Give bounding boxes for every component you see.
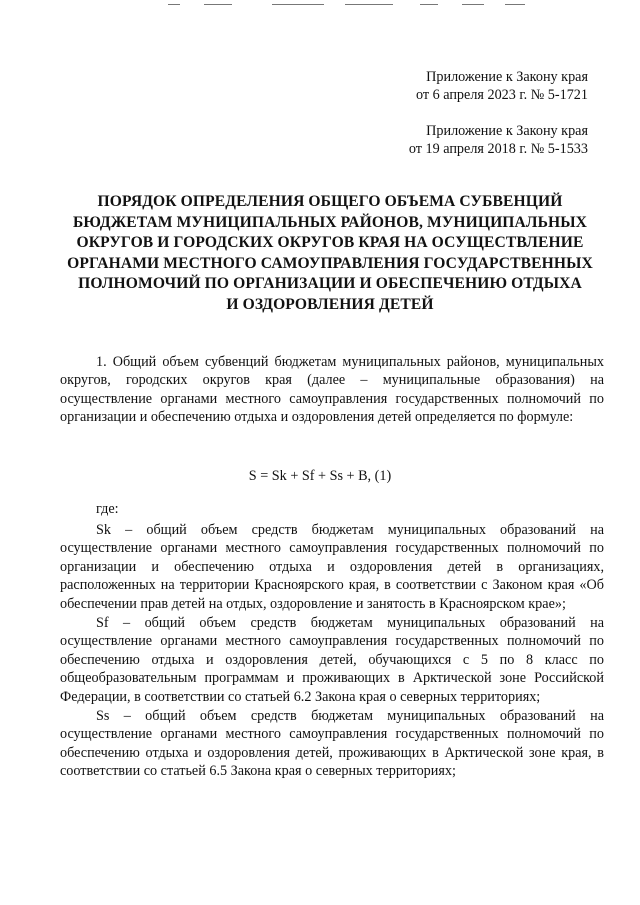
definitions-block [60, 521, 604, 782]
title-line: ПОРЯДОК ОПРЕДЕЛЕНИЯ ОБЩЕГО ОБЪЕМА СУБВЕНЦИЙ [97, 193, 563, 210]
paragraph-1: 1. Общий объем субвенций бюджетам муниципальных районов, муниципальных округов, городских округов края (далее – муниципальные образования) на осуществление органами местного самоуправления государственных полномочий по организации и обеспечению отдыха и оздоровления детей определяется по формуле: [60, 354, 604, 426]
title-line: И ОЗДОРОВЛЕНИЯ ДЕТЕЙ [226, 295, 434, 313]
definition-sk: Sk – общий объем средств бюджетам муниципальных образований на осуществление органами местного самоуправления государственных полномочий по организации и обеспечению отдыха и оздоровления детей в организациях, расположенных на территории Красноярского края, в соответствии с Законом края «Об обеспечении прав детей на отдых, оздоровление и занятость в Красноярском крае»; [60, 522, 604, 612]
scan-mark [420, 4, 438, 5]
scan-mark [272, 4, 324, 5]
appendix-original [409, 122, 588, 158]
title-line: БЮДЖЕТАМ МУНИЦИПАЛЬНЫХ РАЙОНОВ, МУНИЦИПАЛЬНЫХ [72, 213, 588, 231]
definition-sf: Sf – общий объем средств бюджетам муниципальных образований на осуществление органами местного самоуправления государственных полномочий по обеспечению отдыха и оздоровления детей, обучающихся с 5 по 8 класс по общеобразовательным программам и проживающих в Арктической зоне Российской Федерации, в соответствии со статьей 6.2 Закона края о северных территориях; [60, 615, 604, 705]
scan-mark [345, 4, 393, 5]
definition-ss: Ss – общий объем средств бюджетам муниципальных образований на осуществление органами местного самоуправления государственных полномочий по обеспечению отдыха и оздоровления детей, проживающих в Арктической зоне края, в соответствии со статьей 6.5 Закона края о северных территориях; [60, 708, 604, 780]
paragraph-1-block [60, 353, 604, 427]
scan-mark [505, 4, 525, 5]
appendix-current-line2: от 6 апреля 2023 г. № 5-1721 [415, 87, 588, 103]
appendix-current-line1: Приложение к Закону края [426, 69, 588, 85]
title-line: ОРГАНАМИ МЕСТНОГО САМОУПРАВЛЕНИЯ ГОСУДАРСТВЕННЫХ [67, 254, 593, 272]
title-line: ОКРУГОВ И ГОРОДСКИХ ОКРУГОВ КРАЯ НА ОСУЩЕСТВЛЕНИЕ [76, 234, 584, 252]
formula: S = Sk + Sf + Ss + B, (1) [248, 468, 392, 484]
document-title [40, 192, 620, 316]
appendix-current [416, 68, 588, 104]
scan-mark [204, 4, 232, 5]
scan-mark [168, 4, 180, 5]
scan-mark [462, 4, 484, 5]
appendix-original-line2: от 19 апреля 2018 г. № 5-1533 [408, 141, 588, 157]
where-label: где: [96, 501, 119, 517]
appendix-original-line1: Приложение к Закону края [426, 123, 588, 139]
title-line: ПОЛНОМОЧИЙ ПО ОРГАНИЗАЦИИ И ОБЕСПЕЧЕНИЮ ОТДЫХА [78, 275, 582, 293]
